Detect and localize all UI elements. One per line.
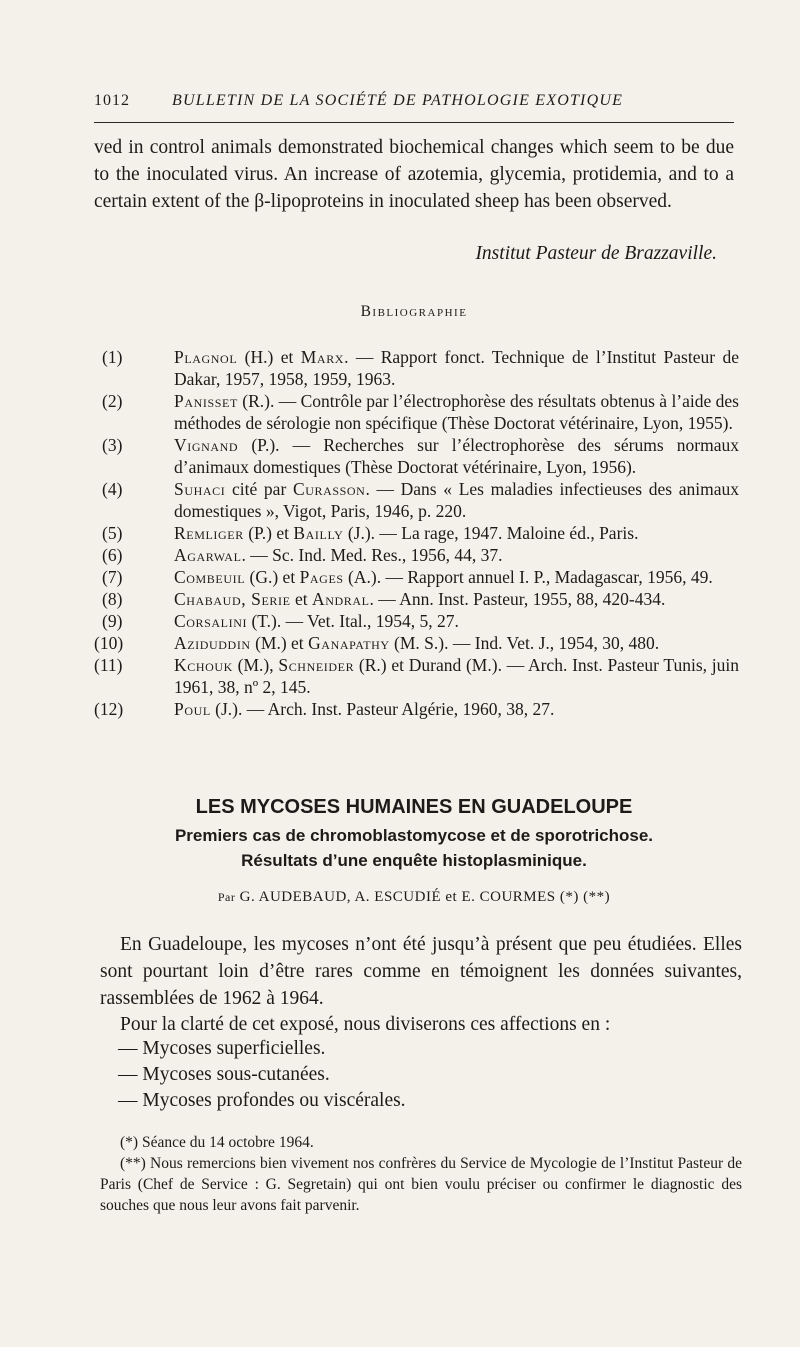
reference-author: Plagnol [174,347,238,367]
mycoses-list [118,1036,406,1114]
reference-text: cité par [225,479,293,499]
reference-text: (J.). — Arch. Inst. Pasteur Algérie, 1960, 38, 27. [210,699,555,719]
reference-text: . — Sc. Ind. Med. Res., 1956, 44, 37. [241,545,503,565]
reference-item [94,566,739,588]
reference-author: Ganapathy [308,633,390,653]
body-paragraph-1: En Guadeloupe, les mycoses n’ont été jusqu’à présent que peu étudiées. Elles sont pourtant loin d’être rares comme en témoignent les données suivantes, rassemblées de 1962 à 1964. [100,934,742,1009]
article-authors [94,889,734,906]
reference-text: (M.), [232,655,279,675]
reference-author: Marx [300,347,345,367]
journal-title: BULLETIN DE LA SOCIÉTÉ DE PATHOLOGIE EXOTIQUE [172,92,624,109]
reference-number: (8) [102,589,123,609]
reference-author: Vignand [174,435,239,455]
reference-text: (J.). — La rage, 1947. Maloine éd., Paris. [343,523,639,543]
reference-item [94,588,739,610]
list-item: — Mycoses superficielles. [118,1038,326,1059]
reference-author: Kchouk [174,655,233,675]
reference-item [94,346,739,390]
reference-author: Poul [174,699,211,719]
reference-item [94,390,739,434]
institute-affiliation: Institut Pasteur de Brazzaville. [475,243,717,264]
by-label: Par [217,890,236,904]
reference-text: (H.) et [237,347,301,367]
reference-text: et [290,589,312,609]
abstract-continuation: ved in control animals demonstrated biochemical changes which seem to be due to the inoculated virus. An increase of azotemia, glycemia, protidemia, and to a certain extent of the β-lipoproteins in inoculated sheep has been observed. [94,137,734,212]
reference-item [94,654,739,698]
reference-author: Panisset [174,391,238,411]
reference-author: Schneider [278,655,355,675]
reference-author: Corsalini [174,611,248,631]
reference-author: Remliger [174,523,244,543]
page-number: 1012 [94,92,130,109]
body-paragraph-2: Pour la clarté de cet exposé, nous diviserons ces affections en : [120,1014,611,1035]
reference-author: Aziduddin [174,633,251,653]
reference-text: . — Rapport fonct. Technique de l’Institut Pasteur de Dakar, 1957, 1958, 1959, 1963. [174,347,739,389]
reference-number: (4) [102,479,123,499]
reference-text: (G.) et [245,567,300,587]
reference-author: Combeuil [174,567,246,587]
reference-number: (12) [94,699,124,719]
footnote-1: (*) Séance du 14 octobre 1964. [120,1134,314,1151]
reference-author: Pages [299,567,344,587]
reference-text: (R.) et Durand (M.). — Arch. Inst. Pasteur Tunis, juin 1961, 38, nº 2, 145. [174,655,739,697]
reference-item [94,434,739,478]
reference-author: Agarwal [174,545,242,565]
reference-number: (9) [102,611,123,631]
reference-item [94,698,739,720]
reference-author: Chabaud, Serie [174,589,291,609]
reference-number: (5) [102,523,123,543]
reference-text: (P.). — Recherches sur l’électrophorèse des sérums normaux d’animaux domestiques (Thèse Doctorat vétérinaire, Lyon, 1956). [174,435,739,477]
list-item: — Mycoses profondes ou viscérales. [118,1090,406,1111]
reference-author: Bailly [293,523,344,543]
reference-number: (10) [94,633,124,653]
reference-number: (7) [102,567,123,587]
reference-text: (P.) et [243,523,294,543]
bibliography-heading: Bibliographie [360,303,468,320]
reference-text: . — Ann. Inst. Pasteur, 1955, 88, 420-434. [369,589,666,609]
reference-text: (A.). — Rapport annuel I. P., Madagascar, 1956, 49. [343,567,713,587]
reference-item [94,522,739,544]
article-title: LES MYCOSES HUMAINES EN GUADELOUPE [195,796,633,818]
reference-number: (6) [102,545,123,565]
footnote-2: (**) Nous remercions bien vivement nos confrères du Service de Mycologie de l’Institut Pasteur de Paris (Chef de Service : G. Segretain) qui ont bien voulu préciser ou confirmer le diagnostic des souches que nous leur avons fait parvenir. [100,1155,742,1214]
reference-item [94,544,739,566]
reference-author: Suhaci [174,479,226,499]
reference-text: . — Dans « Les maladies infectieuses des animaux domestiques », Vigot, Paris, 1946, p. 220. [174,479,740,521]
footnotes [100,1132,742,1216]
reference-number: (2) [102,391,123,411]
list-item: — Mycoses sous-cutanées. [118,1064,330,1085]
author-names: G. AUDEBAUD, A. ESCUDIÉ et E. COURMES (*) (**) [239,889,611,905]
reference-item [94,632,739,654]
running-header [94,92,734,123]
reference-item [94,478,739,522]
reference-text: (M.) et [250,633,309,653]
article-subtitle-1: Premiers cas de chromoblastomycose et de sporotrichose. [174,826,654,845]
reference-text: (M. S.). — Ind. Vet. J., 1954, 30, 480. [389,633,660,653]
reference-author: Curasson [292,479,366,499]
reference-text: (T.). — Vet. Ital., 1954, 5, 27. [247,611,459,631]
reference-item [94,610,739,632]
reference-number: (3) [102,435,123,455]
reference-number: (11) [94,655,123,675]
reference-list [94,346,739,720]
reference-author: Andral [311,589,370,609]
article-subtitle-2: Résultats d’une enquête histoplasminique. [241,851,587,870]
reference-number: (1) [102,347,123,367]
reference-text: (R.). — Contrôle par l’électrophorèse des résultats obtenus à l’aide des méthodes de sérologie non spécifique (Thèse Doctorat vétérinaire, Lyon, 1955). [174,391,739,433]
